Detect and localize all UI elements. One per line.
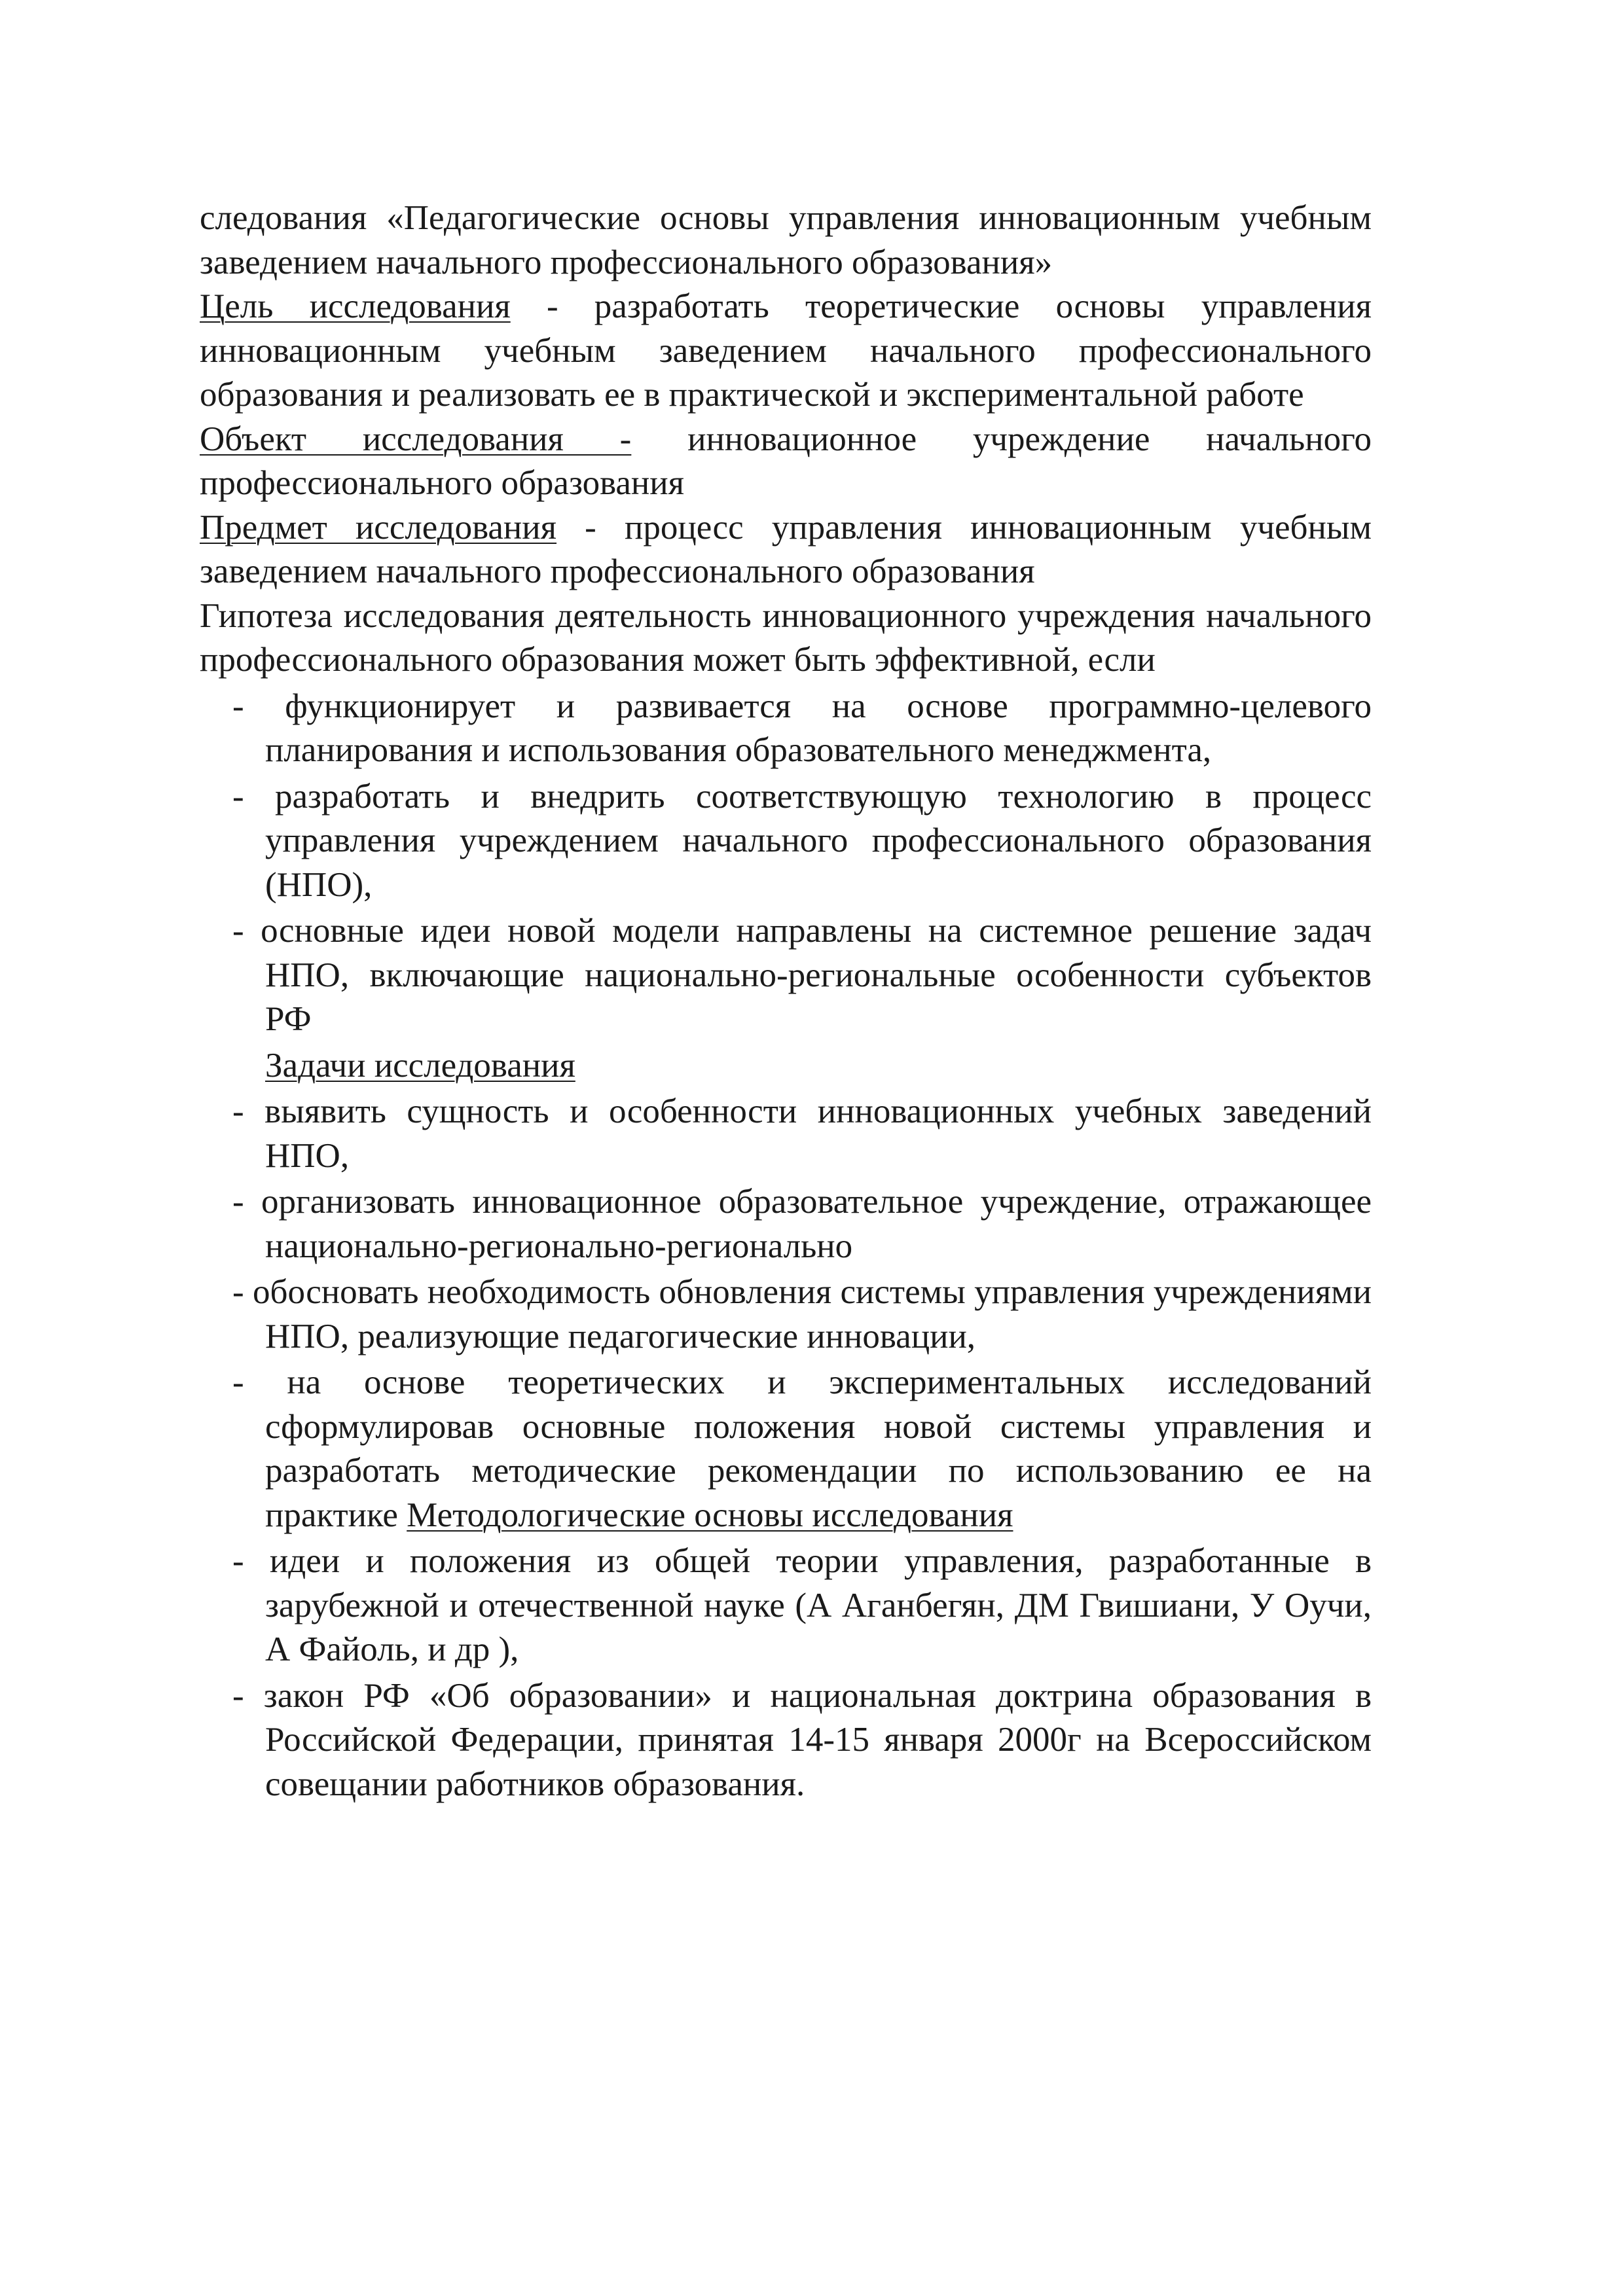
task-item: - организовать инновационное образовательное учреждение, отражающее национально-регионально-регионально [232, 1183, 1372, 1265]
hypothesis-item: - функционирует и развивается на основе программно-целевого планирования и использования образовательного менеджмента, [232, 687, 1372, 769]
task-item: - обосновать необходимость обновления системы управления учреждениями НПО, реализующие педагогические инновации, [232, 1273, 1372, 1355]
hypothesis-paragraph: Гипотеза исследования деятельность инновационного учреждения начального профессионального образования может быть эффективной, если [200, 596, 1372, 679]
hypothesis-item: - разработать и внедрить соответствующую технологию в процесс управления учреждением начального профессионального образования (НПО), [232, 777, 1372, 904]
hypothesis-item: - основные идеи новой модели направлены на системное решение задач НПО, включающие национально-региональные особенности субъектов РФ [232, 912, 1372, 1038]
methodology-item: - закон РФ «Об образовании» и национальная доктрина образования в Российской Федерации, принятая 14-15 января 2000г на Всероссийском совещании работников образования. [232, 1676, 1372, 1803]
object-label: Объект исследования - [200, 420, 632, 458]
goal-text: - разработать теоретические основы управления инновационным учебным заведением начального профессионального образования и реализовать ее в практической и экспериментальной работе [200, 287, 1372, 414]
methodology-item: - идеи и положения из общей теории управления, разработанные в зарубежной и отечественной науке (А Аганбегян, ДМ Гвишиани, У Оучи, А Файоль, и др ), [232, 1542, 1372, 1668]
subject-paragraph [200, 506, 1372, 594]
task-item-text: - на основе теоретических и экспериментальных исследований сформулировав основные положения новой системы управления и разработать методические рекомендации по использованию ее на практике [232, 1363, 1372, 1534]
tasks-heading [200, 1044, 1372, 1088]
goal-label: Цель исследования [200, 287, 511, 325]
object-paragraph [200, 418, 1372, 506]
methodology-label: Методологические основы исследования [407, 1496, 1013, 1534]
task-item: - выявить сущность и особенности инновационных учебных заведений НПО, [232, 1092, 1372, 1175]
object-text: инновационное учреждение начального профессионального образования [200, 420, 1372, 502]
tasks-list [232, 1090, 1372, 1537]
methodology-list [232, 1539, 1372, 1806]
goal-paragraph [200, 285, 1372, 418]
tasks-label: Задачи исследования [265, 1046, 575, 1085]
subject-text: - процесс управления инновационным учебным заведением начального профессионального образования [200, 508, 1372, 590]
hypothesis-list [232, 685, 1372, 1042]
subject-label: Предмет исследования [200, 508, 557, 547]
task-item [232, 1361, 1372, 1537]
document-body [200, 196, 1372, 1808]
intro-paragraph: следования «Педагогические основы управления инновационным учебным заведением начального профессионального образования» [200, 199, 1372, 281]
